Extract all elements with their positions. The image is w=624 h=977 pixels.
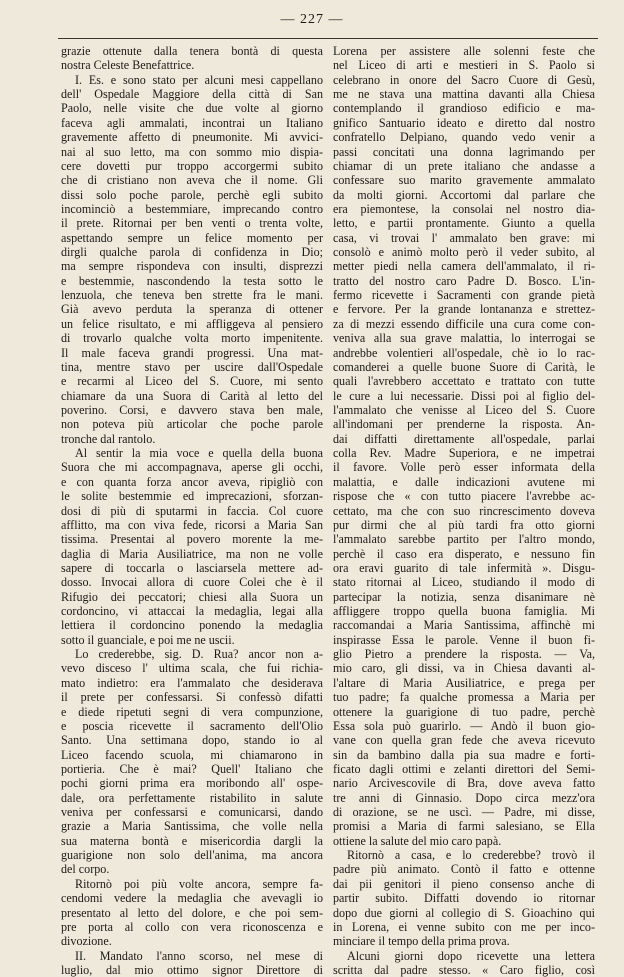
text-line: perchè il caso era disperato, e nessuno fin [333,546,595,561]
text-line: confessare suo marito gravemente ammalato [333,173,595,188]
text-line: tratto del nostro caro Padre D. Bosco. L'in- [333,273,595,288]
text-line: guarigione non solo dell'anima, ma ancora [61,848,323,863]
text-line: letto, e partii prontamente. Giunto a quella [333,216,595,231]
text-line: daglia di Maria Ausiliatrice, ma non ne volle [61,546,323,561]
text-line: dirgli qualche parola di confidenza in Dio; [61,245,323,260]
text-line: tre anni di Ginnasio. Dopo circa mezz'ora [333,790,595,805]
text-line: mato indietro: era l'ammalato che desiderava [61,675,323,690]
text-line: Suora che mi accompagnava, aperse gli occhi, [61,460,323,475]
text-line: Paolo, nelle visite che due volte al giorno [61,101,323,116]
text-line: andrebbe volentieri all'ospedale, chè io lo rac- [333,345,595,360]
text-line: e bestemmie, nascondendo la testa sotto le [61,273,323,288]
text-line: pochi giorni prima era moribondo all' ospe- [61,776,323,791]
text-line: l'altare di Maria Ausiliatrice, e prega per [333,675,595,690]
text-line: vane con quella gran fede che aveva ricevuto [333,733,595,748]
text-line: Rifugio dei peccatori; chiesi alla Suora un [61,589,323,604]
text-line: Lo crederebbe, sig. D. Rua? ancor non a- [75,647,323,662]
text-line: Essa sola può guarirlo. — Andò il buon gio- [333,718,595,733]
text-line: grazie a Maria Santissima, che volle nella [61,819,323,834]
text-line: dai pii genitori il pieno consenso anche di [333,876,595,891]
text-line: non poteva più articolar che poche parole [61,417,323,432]
text-line: e diede ripetuti segni di vera compunzione, [61,704,323,719]
text-line: sua materna bontà e misericordia dargli la [61,833,323,848]
text-line: quali l'avrebbero accettato e trattato con tutte [333,374,595,389]
text-line: partir subito. Diffatti dovendo io ritornar [333,891,595,906]
text-line: Al sentir la mia voce e quella della buona [75,446,323,461]
text-line: Ritornò poi più volte ancora, sempre fa- [75,876,323,891]
text-line: scritta dal padre stesso. « Caro figlio, così [333,963,595,977]
text-line: chiamar di un prete italiano che andasse a [333,158,595,173]
text-line: passi concitati una donna lagrimando per [333,144,595,159]
text-line: dell' Ospedale Maggiore della città di San [61,87,323,102]
text-line: consolò e animò molto però il veder subito, al [333,245,595,260]
text-line: dopo due giorni al collegio di S. Gioachino qui [333,905,595,920]
text-line: nostra Celeste Benefattrice. [61,58,195,73]
text-line: dissi solo poche parole, perchè egli subito [61,187,323,202]
text-line: afflitto, ma con viva fede, ricorsi a Maria San [61,517,323,532]
text-line: di trovarlo qualche volta morto impenitente. [61,331,323,346]
text-line: ficato dagli ottimi e zelanti direttori del Semi- [333,761,595,776]
text-line: nai al suo letto, ma con sommo mio dispia- [61,144,323,159]
text-line: stato ritornai al Liceo, studiando il modo di [333,575,595,590]
text-line: tina, mentre stavo per uscire dall'Ospedale [61,359,323,374]
text-line: ottiene la salute del mio caro papà. [333,833,502,848]
text-line: Già avevo perduta la speranza di ottener [61,302,323,317]
text-line: colla Rev. Madre Superiora, e ne impetrai [333,446,595,461]
text-line: me ne stava una mattina davanti alla Chiesa [333,87,595,102]
text-line: minciare il tempo della prima prova. [333,934,510,949]
text-line: dosi di più di sputarmi in faccia. Col cuore [61,503,323,518]
text-line: e recarmi al Liceo del S. Cuore, mi sento [61,374,323,389]
text-line: gnifico Santuario ideato e diretto dal nostro [333,115,595,130]
text-line: fermo ricevette i Sacramenti con grande pietà [333,288,595,303]
text-line: ma sempre rispondeva con insulti, disprezzi [61,259,323,274]
text-line: ottenere la guarigione di tuo padre, perchè [333,704,595,719]
text-line: metter piedi nella camera dell'ammalato, il ri- [333,259,595,274]
text-line: dai diffatti direttamente all'ospedale, parlai [333,431,595,446]
text-line: le cure a lui necessarie. Dissi poi al figlio del- [333,388,595,403]
text-line: e con quanta forza ancor aveva, ripigliò con [61,474,323,489]
text-line: comanderei a quelle buone Suore di Carità, le [333,359,595,374]
text-line: e fervore. Per la grande lontananza e strettez- [333,302,595,317]
text-line: incominciò a bestemmiare, imprecando contro [61,201,323,216]
text-line: faceva agli ammalati, incontrai un Italiano [61,115,323,130]
text-line: in Lorena, ei venne subito con me per inco- [333,919,595,934]
text-line: affliggere troppo quella buona famiglia. Mi [333,604,595,619]
text-line: tuo padre; fa qualche promessa a Maria per [333,690,595,705]
text-line: Ritornò a casa, e lo crederebbe? trovò il [347,848,595,863]
text-line: confratello Delpiano, quando vedo venir a [333,130,595,145]
text-line: contemplando il grandioso edificio e ma- [333,101,595,116]
text-line: Liceo facendo scuola, mi chiamarono in [61,747,323,762]
text-line: promisi a Maria di farmi salesiano, se Ella [333,819,595,834]
text-line: il prete per confessarsi. Si confessò difatti [61,690,323,705]
text-line: portieria. Che è mai? Quell' Italiano che [61,761,323,776]
text-line: veniva per confessarsi e comunicarsi, dando [61,805,323,820]
text-line: Lorena per assistere alle solenni feste che [333,44,595,58]
text-line: sapere di toccarla o lasciarsela mettere ad- [61,560,323,575]
text-line: l'ammalato che venisse al Liceo del S. Cuore [333,402,595,417]
text-line: e poscia ricevette il sacramento dell'Olio [61,718,323,733]
text-line: l'ammalato sarebbe partito per l'altro mondo, [333,532,595,547]
text-line: chiamare da una Suora di Carità al letto del [61,388,323,403]
text-line: le solite bestemmie ed imprecazioni, sforzan- [61,489,323,504]
text-line: sotto il guanciale, e poi me ne uscii. [61,632,235,647]
text-line: glio Pietro a prendere la risposta. — Va, [333,647,595,662]
page-number: — 227 — [280,12,344,27]
text-line: I. Es. e sono stato per alcuni mesi cappellano [75,72,323,87]
text-line: cendomi vedere la medaglia che avevagli io [61,891,323,906]
text-line: gravemente affetto di pneumonite. Mi avvici- [61,130,323,145]
left-column [61,44,323,977]
text-line: aspettando sempre un felice momento per [61,230,323,245]
text-line: di orazione, se ne uscì. — Padre, mi disse, [333,805,595,820]
text-line: malattia, e dalle indicazioni avutene mi [333,474,595,489]
text-line: lettiera il cordoncino ponendo la medaglia [61,618,323,633]
text-line: ora eravi guarito di tale infermità ». Disgu- [333,560,595,575]
text-line: vevo disceso l' ultima scala, che fui richia- [61,661,323,676]
text-line: veniva alla sua grave malattia, lo interrogai se [333,331,595,346]
text-line: celebrano in onore del Sacro Cuore di Gesù, [333,72,595,87]
text-line: il favore. Volle però esser informata della [333,460,595,475]
text-line: presentato al letto del dolore, e che poi sem- [61,905,323,920]
text-line: tissima. Presentai al povero morente la me- [61,532,323,547]
text-line: divozione. [61,934,112,949]
text-line: luglio, dal mio ottimo signor Direttore di [61,963,323,977]
text-line: inspirasse Essa le parole. Venne il buon fi- [333,632,595,647]
text-line: del corpo. [61,862,110,877]
right-column [333,44,595,977]
text-line: un felice risultato, e mi affliggeva al pensiero [61,316,323,331]
text-line: dosso. Invocai allora di cuore Colei che è il [61,575,323,590]
text-line: za di mezzi essendo difficile una cura come con- [333,316,595,331]
text-line: nario Arcivescovile di Bra, dove aveva fatto [333,776,595,791]
text-line: cere dovetti pur troppo accorgermi subito [61,158,323,173]
text-line: Santo. Una settimana dopo, stando io al [61,733,323,748]
text-line: grazie ottenute dalla tenera bontà di questa [61,44,323,58]
text-line: all'indomani per prenderne la risposta. An- [333,417,595,432]
text-line: Alcuni giorni dopo ricevette una lettera [347,948,595,963]
text-line: dale, ora perfettamente ristabilito in salute [61,790,323,805]
text-line: che di cristiano non aveva che il nome. Gli [61,173,323,188]
text-line: sin da bambino dalla pia sua madre e forti- [333,747,595,762]
text-line: casa, vi trovai l' ammalato ben grave: mi [333,230,595,245]
text-line: lenzuola, che teneva ben strette fra le mani. [61,288,323,303]
header-rule [58,38,598,39]
text-line: Il male faceva grandi progressi. Una mat- [61,345,323,360]
text-line: mio caro, gli dissi, va in Chiesa davanti al- [333,661,595,676]
text-line: raccomandai a Maria Santissima, affinchè mi [333,618,595,633]
text-line: il prete. Ritornai per ben venti o trenta volte, [61,216,323,231]
text-line: cordoncino, vi attaccai la medaglia, legai alla [61,604,323,619]
text-line: da molti giorni. Accortomi dal parlare che [333,187,595,202]
text-line: nel Liceo di arti e mestieri in S. Paolo si [333,58,595,73]
text-line: pur dirmi che al più tardi fra otto giorni [333,517,595,532]
text-line: poverino. Corsi, e davvero stava ben male, [61,402,323,417]
text-line: tronche dal rantolo. [61,431,156,446]
text-line: pre porta al collo con vera riconoscenza e [61,919,323,934]
text-line: II. Mandato l'anno scorso, nel mese di [75,948,323,963]
text-line: rispose che « con tutto piacere l'avrebbe ac- [333,489,595,504]
text-line: padre più animato. Contò il fatto e ottenne [333,862,595,877]
text-line: era piemontese, la consolai nel nostro dia- [333,201,595,216]
text-line: cettato, ma che con suo rincrescimento doveva [333,503,595,518]
text-line: partecipar la notizia, senza disanimare nè [333,589,595,604]
